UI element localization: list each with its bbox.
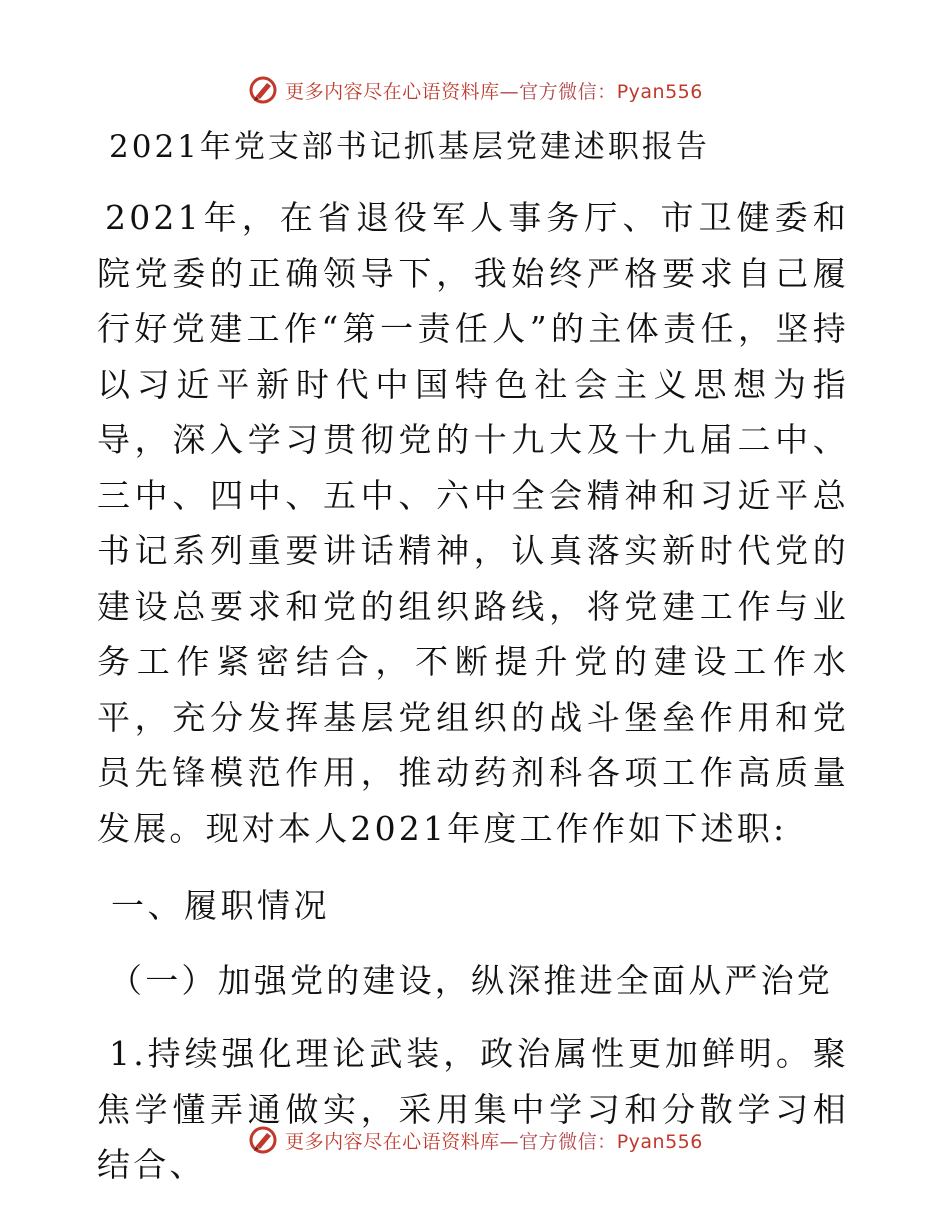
document-title: 2021年党支部书记抓基层党建述职报告 bbox=[109, 129, 710, 165]
pen-logo-icon bbox=[247, 1124, 279, 1156]
watermark-wechat-id: Pyan556 bbox=[616, 80, 703, 103]
pen-logo-icon bbox=[247, 74, 279, 106]
watermark-text: 更多内容尽在心语资料库 bbox=[285, 80, 500, 103]
watermark-wechat-id: Pyan556 bbox=[616, 1130, 703, 1153]
intro-paragraph: 2021年，在省退役军人事务厅、市卫健委和院党委的正确领导下，我始终严格要求自己履行好党建工作“第一责任人”的主体责任，坚持以习近平新时代中国特色社会主义思想为指导，深入学习贯彻党的十九大及十九届二中、三中、四中、五中、六中全会精神和习近平总书记系列重要讲话精神，认真落实新时代党的建设总要求和党的组织路线，将党建工作与业务工作紧密结合，不断提升党的建设工作水平，充分发挥基层党组织的战斗堡垒作用和党员先锋模范作用，推动药剂科各项工作高质量发展。现对本人2021年度工作作如下述职: bbox=[97, 198, 849, 848]
section-heading: 一、履职情况 bbox=[111, 886, 330, 925]
watermark-text: 更多内容尽在心语资料库 bbox=[285, 1130, 500, 1153]
subsection-heading: （一）加强党的建设，纵深推进全面从严治党 bbox=[109, 961, 833, 1000]
item-1-paragraph: 1.持续强化理论武装，政治属性更加鲜明。聚焦学懂弄通做实，采用集中学习和分散学习相结合、 bbox=[97, 1034, 849, 1184]
header-watermark bbox=[0, 70, 950, 110]
watermark-separator: — bbox=[499, 1130, 520, 1153]
document-body bbox=[97, 118, 849, 1193]
watermark-label: 官方微信： bbox=[519, 80, 617, 103]
footer-watermark bbox=[0, 1120, 950, 1160]
watermark-separator: — bbox=[499, 80, 520, 103]
watermark-label: 官方微信： bbox=[519, 1130, 617, 1153]
